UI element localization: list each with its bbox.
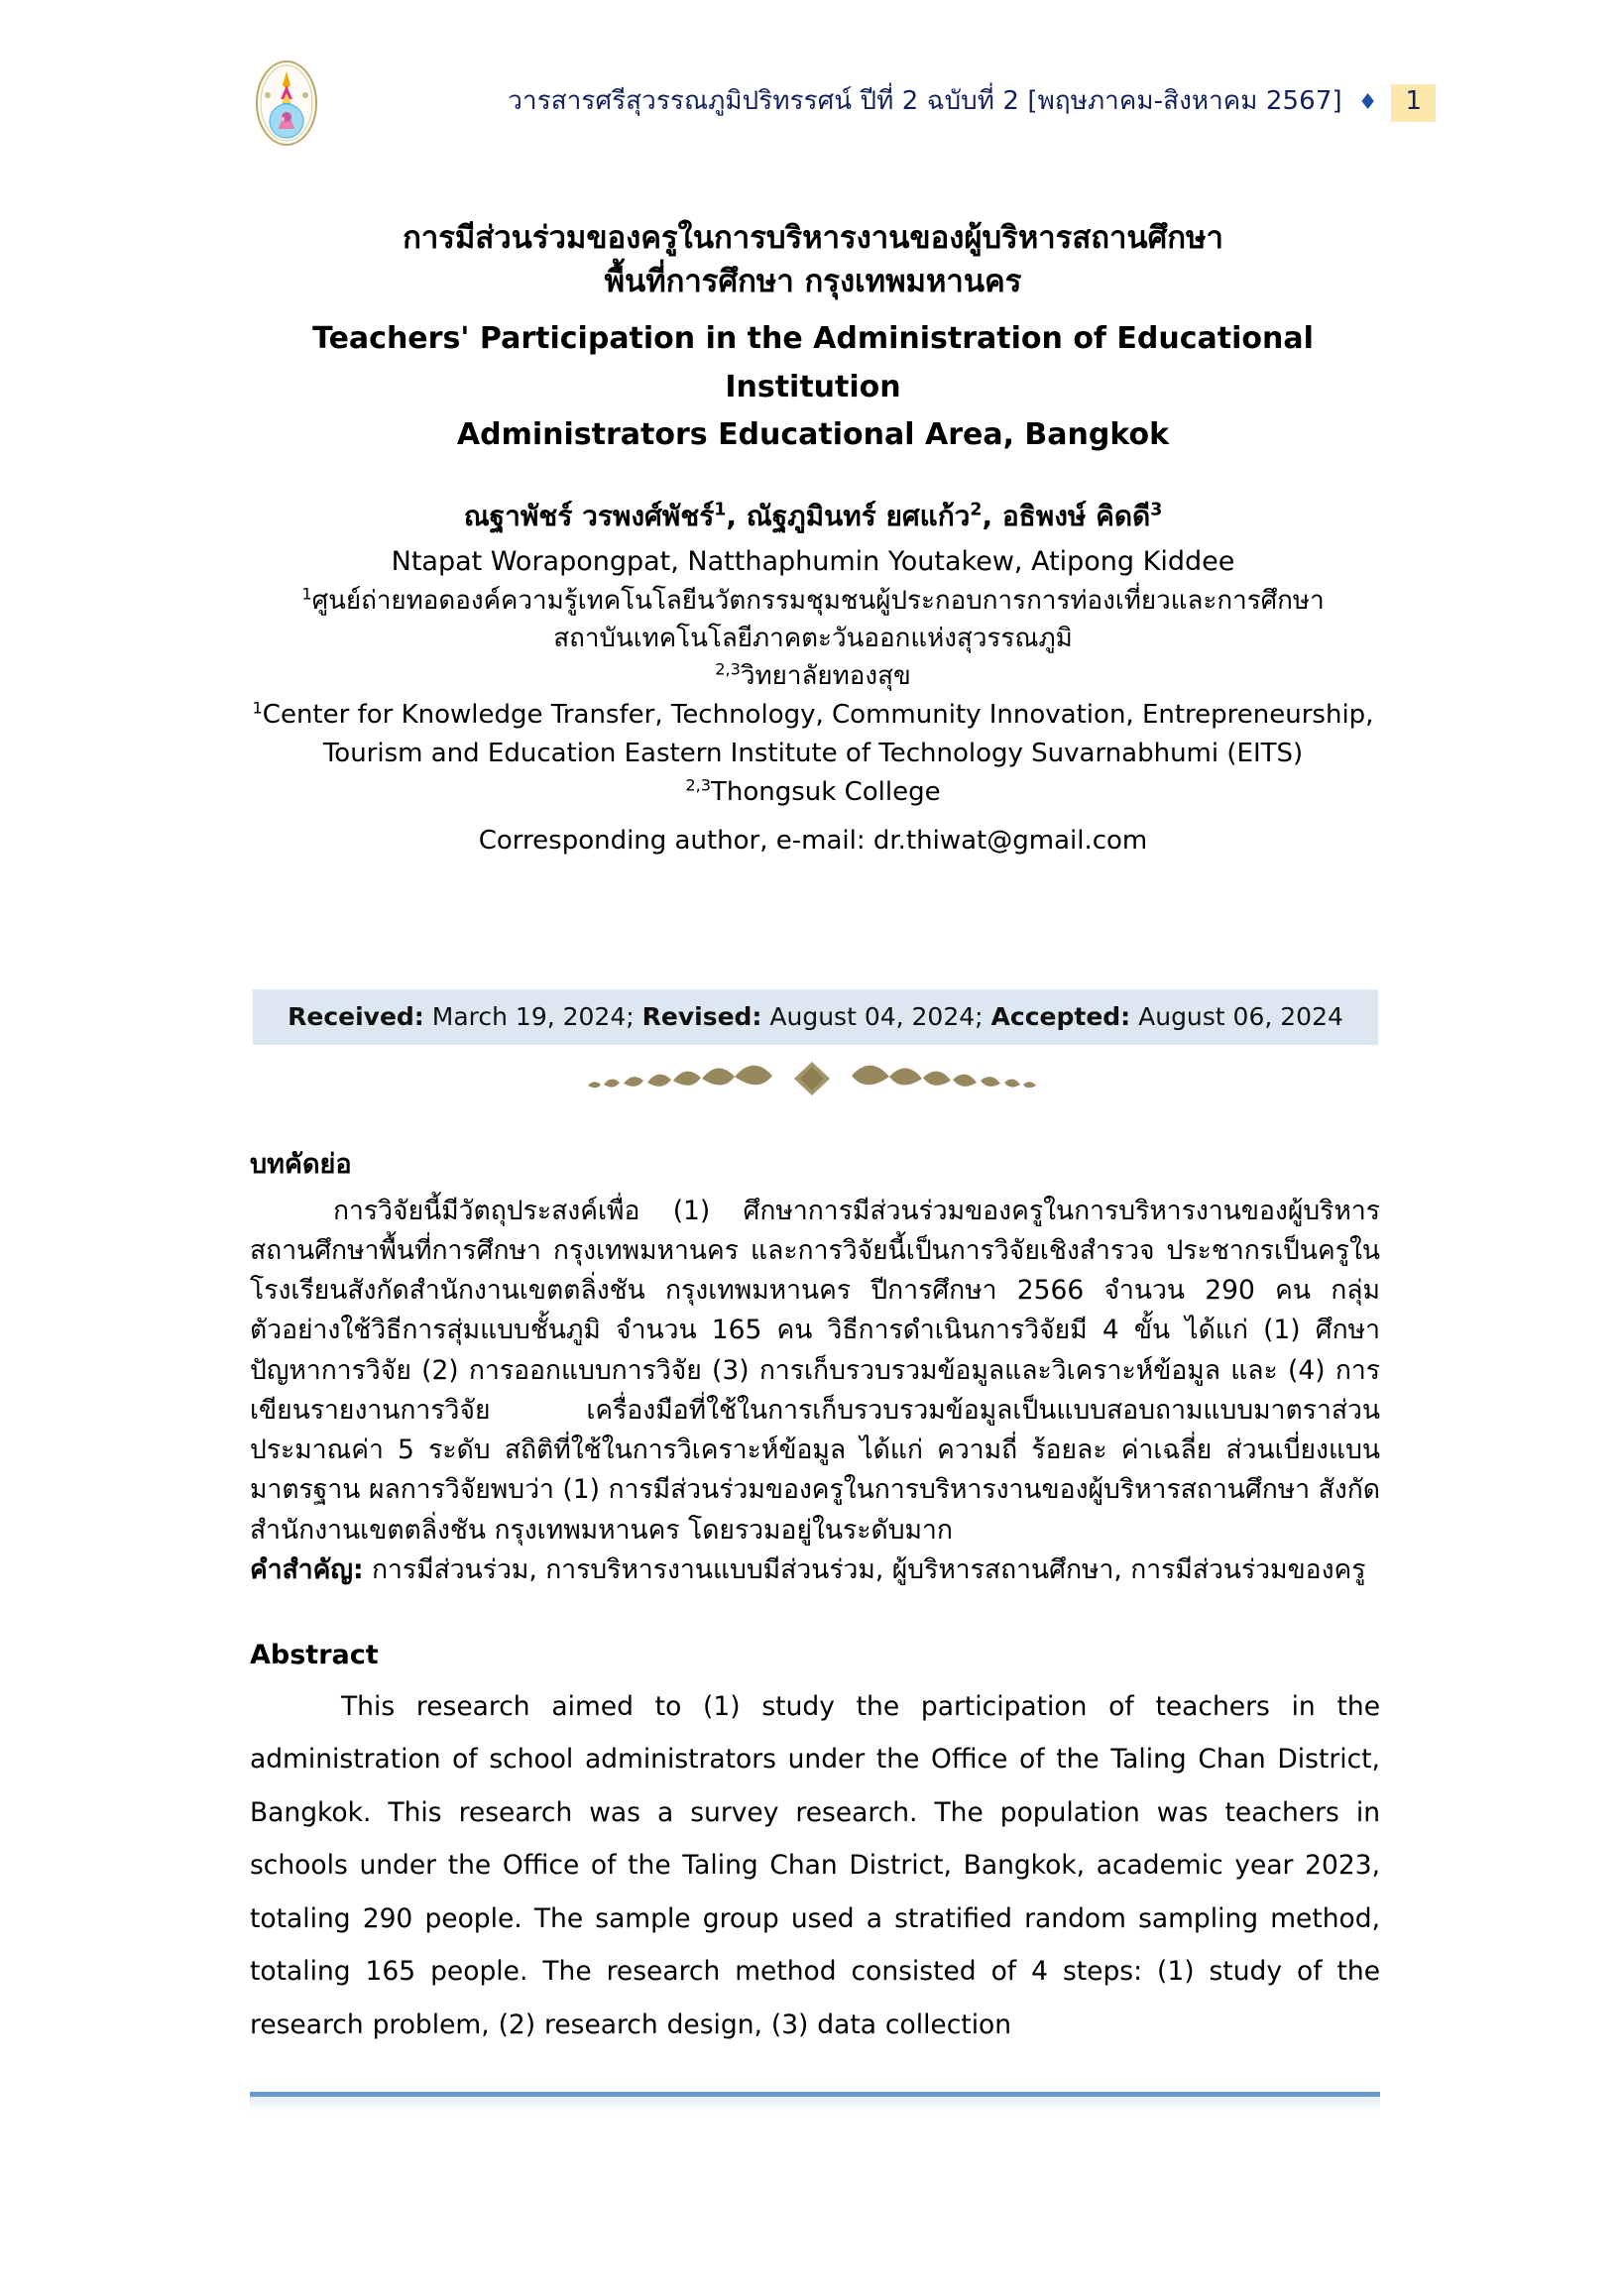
affiliation-23-marker: 2,3: [715, 659, 741, 679]
journal-citation-line: วารสารศรีสุวรรณภูมิปริทรรศน์ ปีที่ 2 ฉบับที่ 2 [พฤษภาคม-สิงหาคม 2567]: [508, 86, 1342, 117]
author-1-marker: 1: [714, 500, 727, 520]
corresponding-author-email[interactable]: Corresponding author, e-mail: dr.thiwat@gmail.com: [478, 825, 1148, 856]
thai-title: [248, 216, 1378, 303]
thai-affiliation-2: [208, 657, 1418, 695]
thai-keywords-label: คำสำคัญ:: [250, 1553, 364, 1585]
revised-label: Revised:: [641, 1002, 762, 1031]
thai-abstract-heading: บทคัดย่อ: [250, 1149, 352, 1180]
university-seal-logo: [246, 59, 327, 147]
thai-author-2: , ณัฐภูมินทร์ ยศแก้ว: [726, 500, 971, 532]
thai-affiliation-1-line-2: สถาบันเทคโนโลยีภาคตะวันออกแห่งสุวรรณภูมิ: [553, 624, 1073, 654]
revised-date: August 04, 2024;: [761, 1002, 991, 1031]
flourish-icon: [574, 1052, 1050, 1101]
thai-title-line-2: พื้นที่การศึกษา กรุงเทพมหานคร: [604, 264, 1022, 300]
section-spacer: [250, 1590, 1380, 1636]
thai-affiliation-2-text: วิทยาลัยทองสุข: [740, 661, 911, 692]
english-title-line-2: Administrators Educational Area, Bangkok: [456, 417, 1170, 453]
english-author-names: Ntapat Worapongpat, Natthaphumin Youtakew, Atipong Kiddee: [391, 546, 1235, 577]
english-affiliation-2-text: Thongsuk College: [711, 776, 941, 807]
accepted-date: August 06, 2024: [1130, 1002, 1343, 1031]
english-affiliation-2: [208, 773, 1418, 812]
article-title-block: [248, 216, 1378, 460]
accepted-label: Accepted:: [990, 1002, 1131, 1031]
page-header: [246, 57, 1436, 149]
thai-abstract-body: การวิจัยนี้มีวัตถุประสงค์เพื่อ (1) ศึกษาการมีส่วนร่วมของครูในการบริหารงานของผู้บริหารสถานศึกษาพื้นที่การศึกษา กรุงเทพมหานคร และการวิจัยนี้เป็นการวิจัยเชิงสำรวจ ประชากรเป็นครูในโรงเรียนสังกัดสำนักงานเขตตลิ่งชัน กรุงเทพมหานคร ปีการศึกษา 2566 จำนวน 290 คน กลุ่มตัวอย่างใช้วิธีการสุ่มแบบชั้นภูมิ จำนวน 165 คน วิธีการดำเนินการวิจัยมี 4 ขั้น ได้แก่ (1) ศึกษาปัญหาการวิจัย (2) การออกแบบการวิจัย (3) การเก็บรวบรวมข้อมูลและวิเคราะห์ข้อมูล และ (4) การเขียนรายงานการวิจัย เครื่องมือที่ใช้ในการเก็บรวบรวมข้อมูลเป็นแบบสอบถามแบบมาตราส่วนประมาณค่า 5 ระดับ สถิติที่ใช้ในการวิเคราะห์ข้อมูล ได้แก่ ความถี่ ร้อยละ ค่าเฉลี่ย ส่วนเบี่ยงแบนมาตรฐาน ผลการวิจัยพบว่า (1) การมีส่วนร่วมของครูในการบริหารงานของผู้บริหารสถานศึกษา สังกัดสำนักงานเขตตลิ่งชัน กรุงเทพมหานคร โดยรวมอยู่ในระดับมาก: [250, 1195, 1380, 1546]
thai-title-line-1: การมีส่วนร่วมของครูในการบริหารงานของผู้บริหารสถานศึกษา: [403, 220, 1223, 256]
received-label: Received:: [288, 1002, 424, 1031]
en-affiliation-1-marker: 1: [252, 698, 263, 718]
english-title: [248, 315, 1378, 460]
english-affiliation-1-line-2: Tourism and Education Eastern Institute of Technology Suvarnabhumi (EITS): [322, 738, 1304, 768]
english-affiliation-1-text: Center for Knowledge Transfer, Technology, Community Innovation, Entrepreneurship,: [262, 699, 1374, 730]
thai-keywords-value: การมีส่วนร่วม, การบริหารงานแบบมีส่วนร่วม, ผู้บริหารสถานศึกษา, การมีส่วนร่วมของครู: [363, 1553, 1366, 1585]
submission-dates-banner: [253, 989, 1378, 1045]
thai-author-names: [208, 496, 1418, 537]
authors-affiliations-block: [208, 496, 1418, 861]
en-affiliation-23-marker: 2,3: [685, 775, 711, 795]
thai-affiliation-1-text: ศูนย์ถ่ายทอดองค์ความรู้เทคโนโลยีนวัตกรรมชุมชนผู้ประกอบการการท่องเที่ยวและการศึกษา: [311, 586, 1325, 617]
english-abstract-body: This research aimed to (1) study the participation of teachers in the administration of school administrators under the Office of the Taling Chan District, Bangkok. This research was a survey research. The population was teachers in schools under the Office of the Taling Chan District, Bangkok, academic year 2023, totaling 290 people. The sample group used a stratified random sampling method, totaling 165 people. The research method consisted of 4 steps: (1) study of the research problem, (2) research design, (3) data collection: [250, 1690, 1380, 2040]
thai-author-3: , อธิพงษ์ คิดดี: [982, 500, 1151, 532]
diamond-icon: ♦: [1357, 90, 1378, 116]
received-date: March 19, 2024;: [423, 1002, 642, 1031]
footer-rule-shadow: [250, 2097, 1380, 2113]
thai-keywords: [250, 1550, 1380, 1590]
author-2-marker: 2: [970, 500, 983, 520]
english-title-line-1: Teachers' Participation in the Administration of Educational Institution: [312, 321, 1314, 404]
author-3-marker: 3: [1150, 500, 1163, 520]
affiliation-1-marker: 1: [301, 584, 312, 604]
masthead-text: [327, 80, 1436, 126]
thai-affiliation-1-line-1: [208, 582, 1418, 620]
ornamental-divider: [0, 1049, 1624, 1104]
english-affiliation-1-line-1: [208, 696, 1418, 735]
abstract-section: [250, 1145, 1380, 2051]
english-abstract-heading: Abstract: [250, 1640, 379, 1671]
thai-author-1: ณฐาพัชร์ วรพงศ์พัชร์: [463, 500, 715, 532]
page-number: 1: [1391, 84, 1436, 122]
